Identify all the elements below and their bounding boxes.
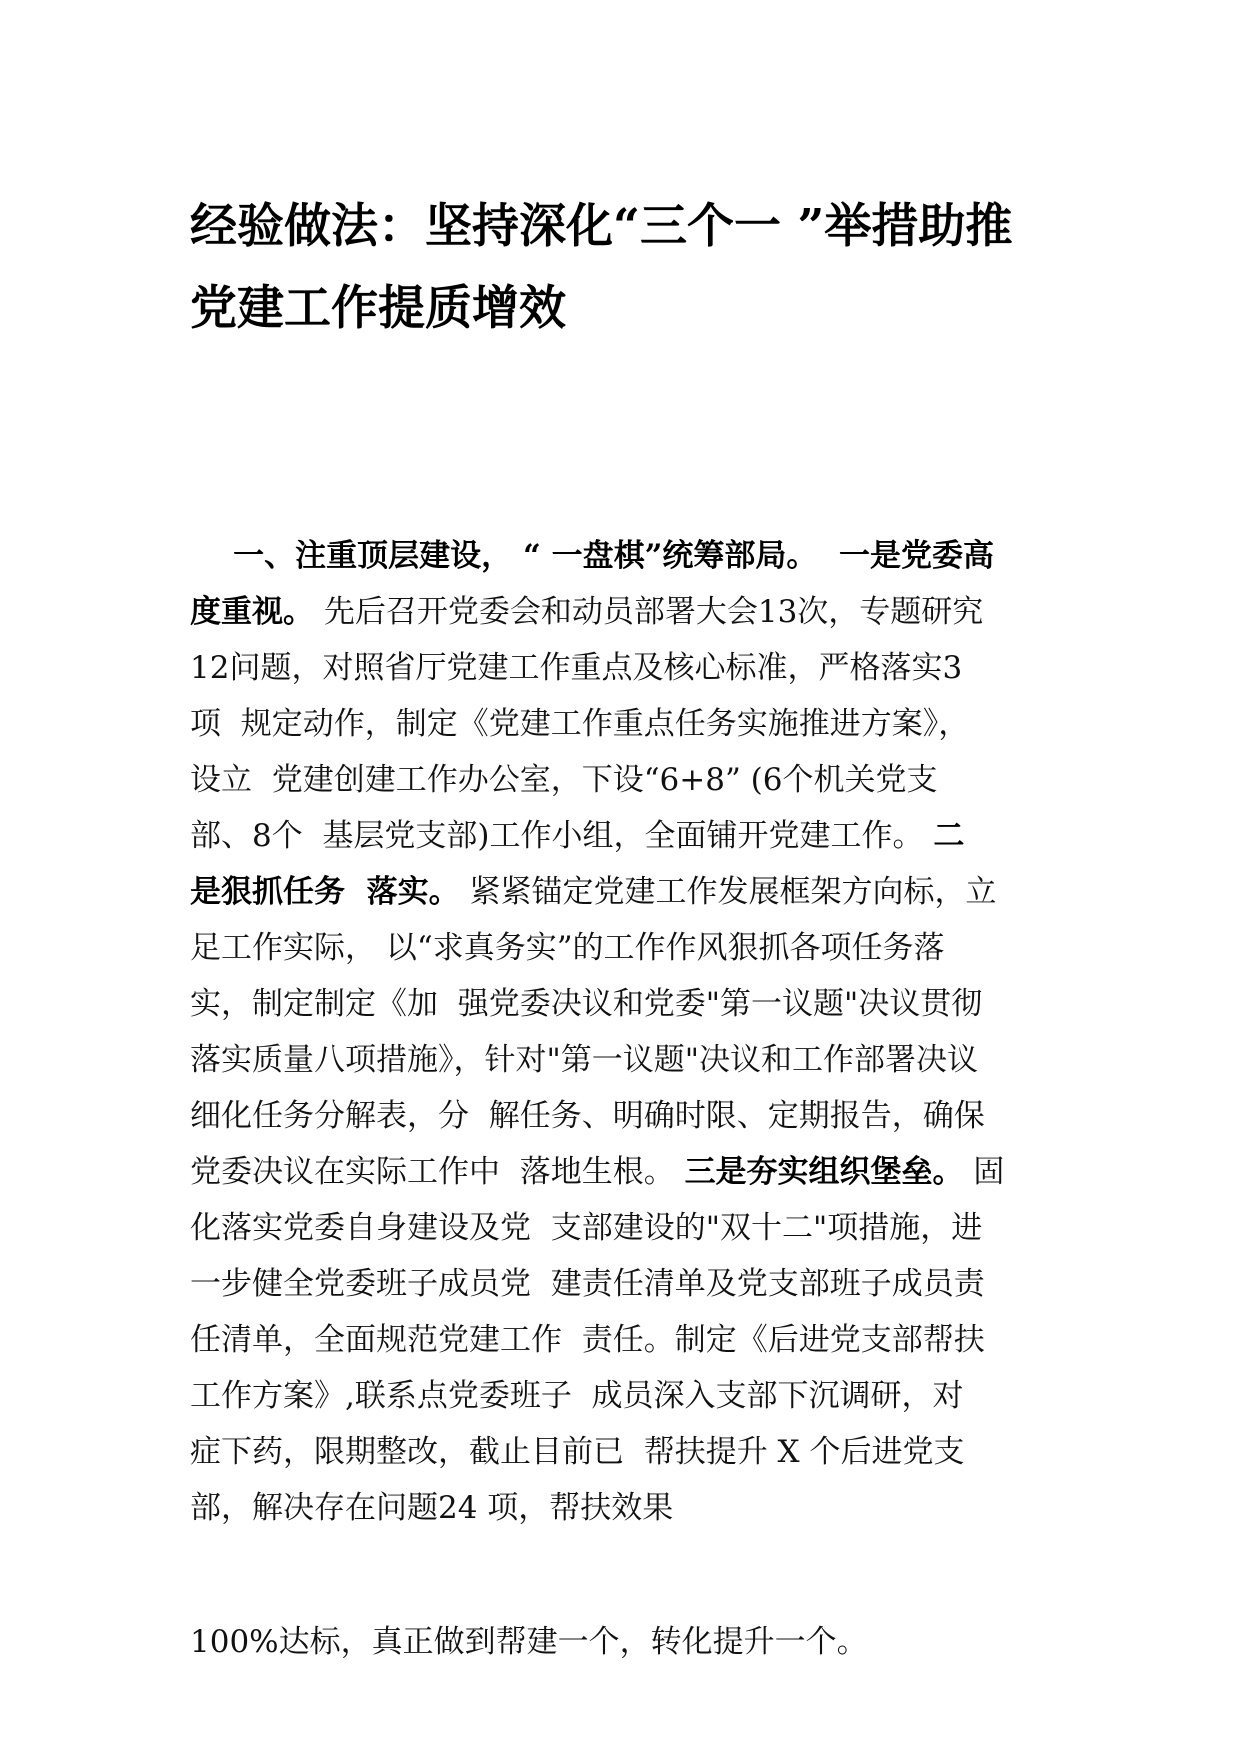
body-line	[190, 584, 1090, 640]
text-run: 部，解决存在问题24 项，帮扶效果	[190, 1490, 674, 1526]
body-line	[190, 1480, 1090, 1536]
text-run: 任清单，全面规范党建工作 责任。制定《后进党支部帮扶	[190, 1322, 985, 1358]
body-line	[190, 920, 1090, 976]
body-line	[190, 1088, 1090, 1144]
text-run: 细化任务分解表，分 解任务、明确时限、定期报告，确保	[190, 1098, 985, 1134]
bold-text-run: 是狠抓任务 落实。	[190, 874, 460, 910]
title-line: 经验做法：坚持深化“三个一 ”举措助推	[190, 199, 1013, 254]
text-run: 项 规定动作，制定《党建工作重点任务实施推进方案》，	[190, 706, 970, 742]
document-title	[190, 186, 1070, 350]
body-line	[190, 864, 1090, 920]
text-run: 工作方案》,联系点党委班子 成员深入支部下沉调研，对	[190, 1378, 964, 1414]
body-line	[190, 1144, 1090, 1200]
body-line	[190, 808, 1090, 864]
body-line	[190, 1368, 1090, 1424]
bold-text-run: 一、注重顶层建设， “ 一盘棋”统筹部局。 一是党委高	[190, 538, 994, 574]
text-run: 紧紧锚定党建工作发展框架方向标，立	[459, 874, 997, 910]
text-run: 党委决议在实际工作中 落地生根。	[190, 1154, 685, 1190]
bold-text-run: 二	[933, 818, 965, 854]
body-line	[190, 528, 1090, 584]
body-paragraph	[190, 528, 1090, 1536]
text-run: 足工作实际， 以“求真务实”的工作作风狠抓各项任务落	[190, 930, 945, 966]
body-line	[190, 976, 1090, 1032]
body-line	[190, 696, 1090, 752]
text-run: 设立 党建创建工作办公室，下设“6+8” (6个机关党支	[190, 762, 938, 798]
body-line	[190, 1256, 1090, 1312]
body-last-line: 100%达标，真正做到帮建一个，转化提升一个。	[190, 1624, 868, 1660]
text-run: 症下药，限期整改，截止目前已 帮扶提升 X 个后进党支	[190, 1434, 965, 1470]
text-run: 先后召开党委会和动员部署大会13次，专题研究	[314, 594, 984, 630]
text-run: 化落实党委自身建设及党 支部建设的"双十二"项措施，进	[190, 1210, 983, 1246]
body-line	[190, 640, 1090, 696]
body-line	[190, 1032, 1090, 1088]
bold-text-run: 三是夯实组织堡垒。	[684, 1154, 964, 1190]
text-run: 落实质量八项措施》，针对"第一议题"决议和工作部署决议	[190, 1042, 979, 1078]
text-run: 一步健全党委班子成员党 建责任清单及党支部班子成员责	[190, 1266, 985, 1302]
body-line	[190, 1312, 1090, 1368]
text-run: 固	[963, 1154, 1005, 1190]
body-line	[190, 1424, 1090, 1480]
text-run: 部、8个 基层党支部)工作小组，全面铺开党建工作。	[190, 818, 934, 854]
body-line	[190, 752, 1090, 808]
bold-text-run: 度重视。	[190, 594, 314, 630]
body-line	[190, 1200, 1090, 1256]
text-run: 实，制定制定《加 强党委决议和党委"第一议题"决议贯彻	[190, 986, 983, 1022]
text-run: 12问题，对照省厅党建工作重点及核心标准，严格落实3	[190, 650, 963, 686]
title-line: 党建工作提质增效	[190, 281, 566, 336]
